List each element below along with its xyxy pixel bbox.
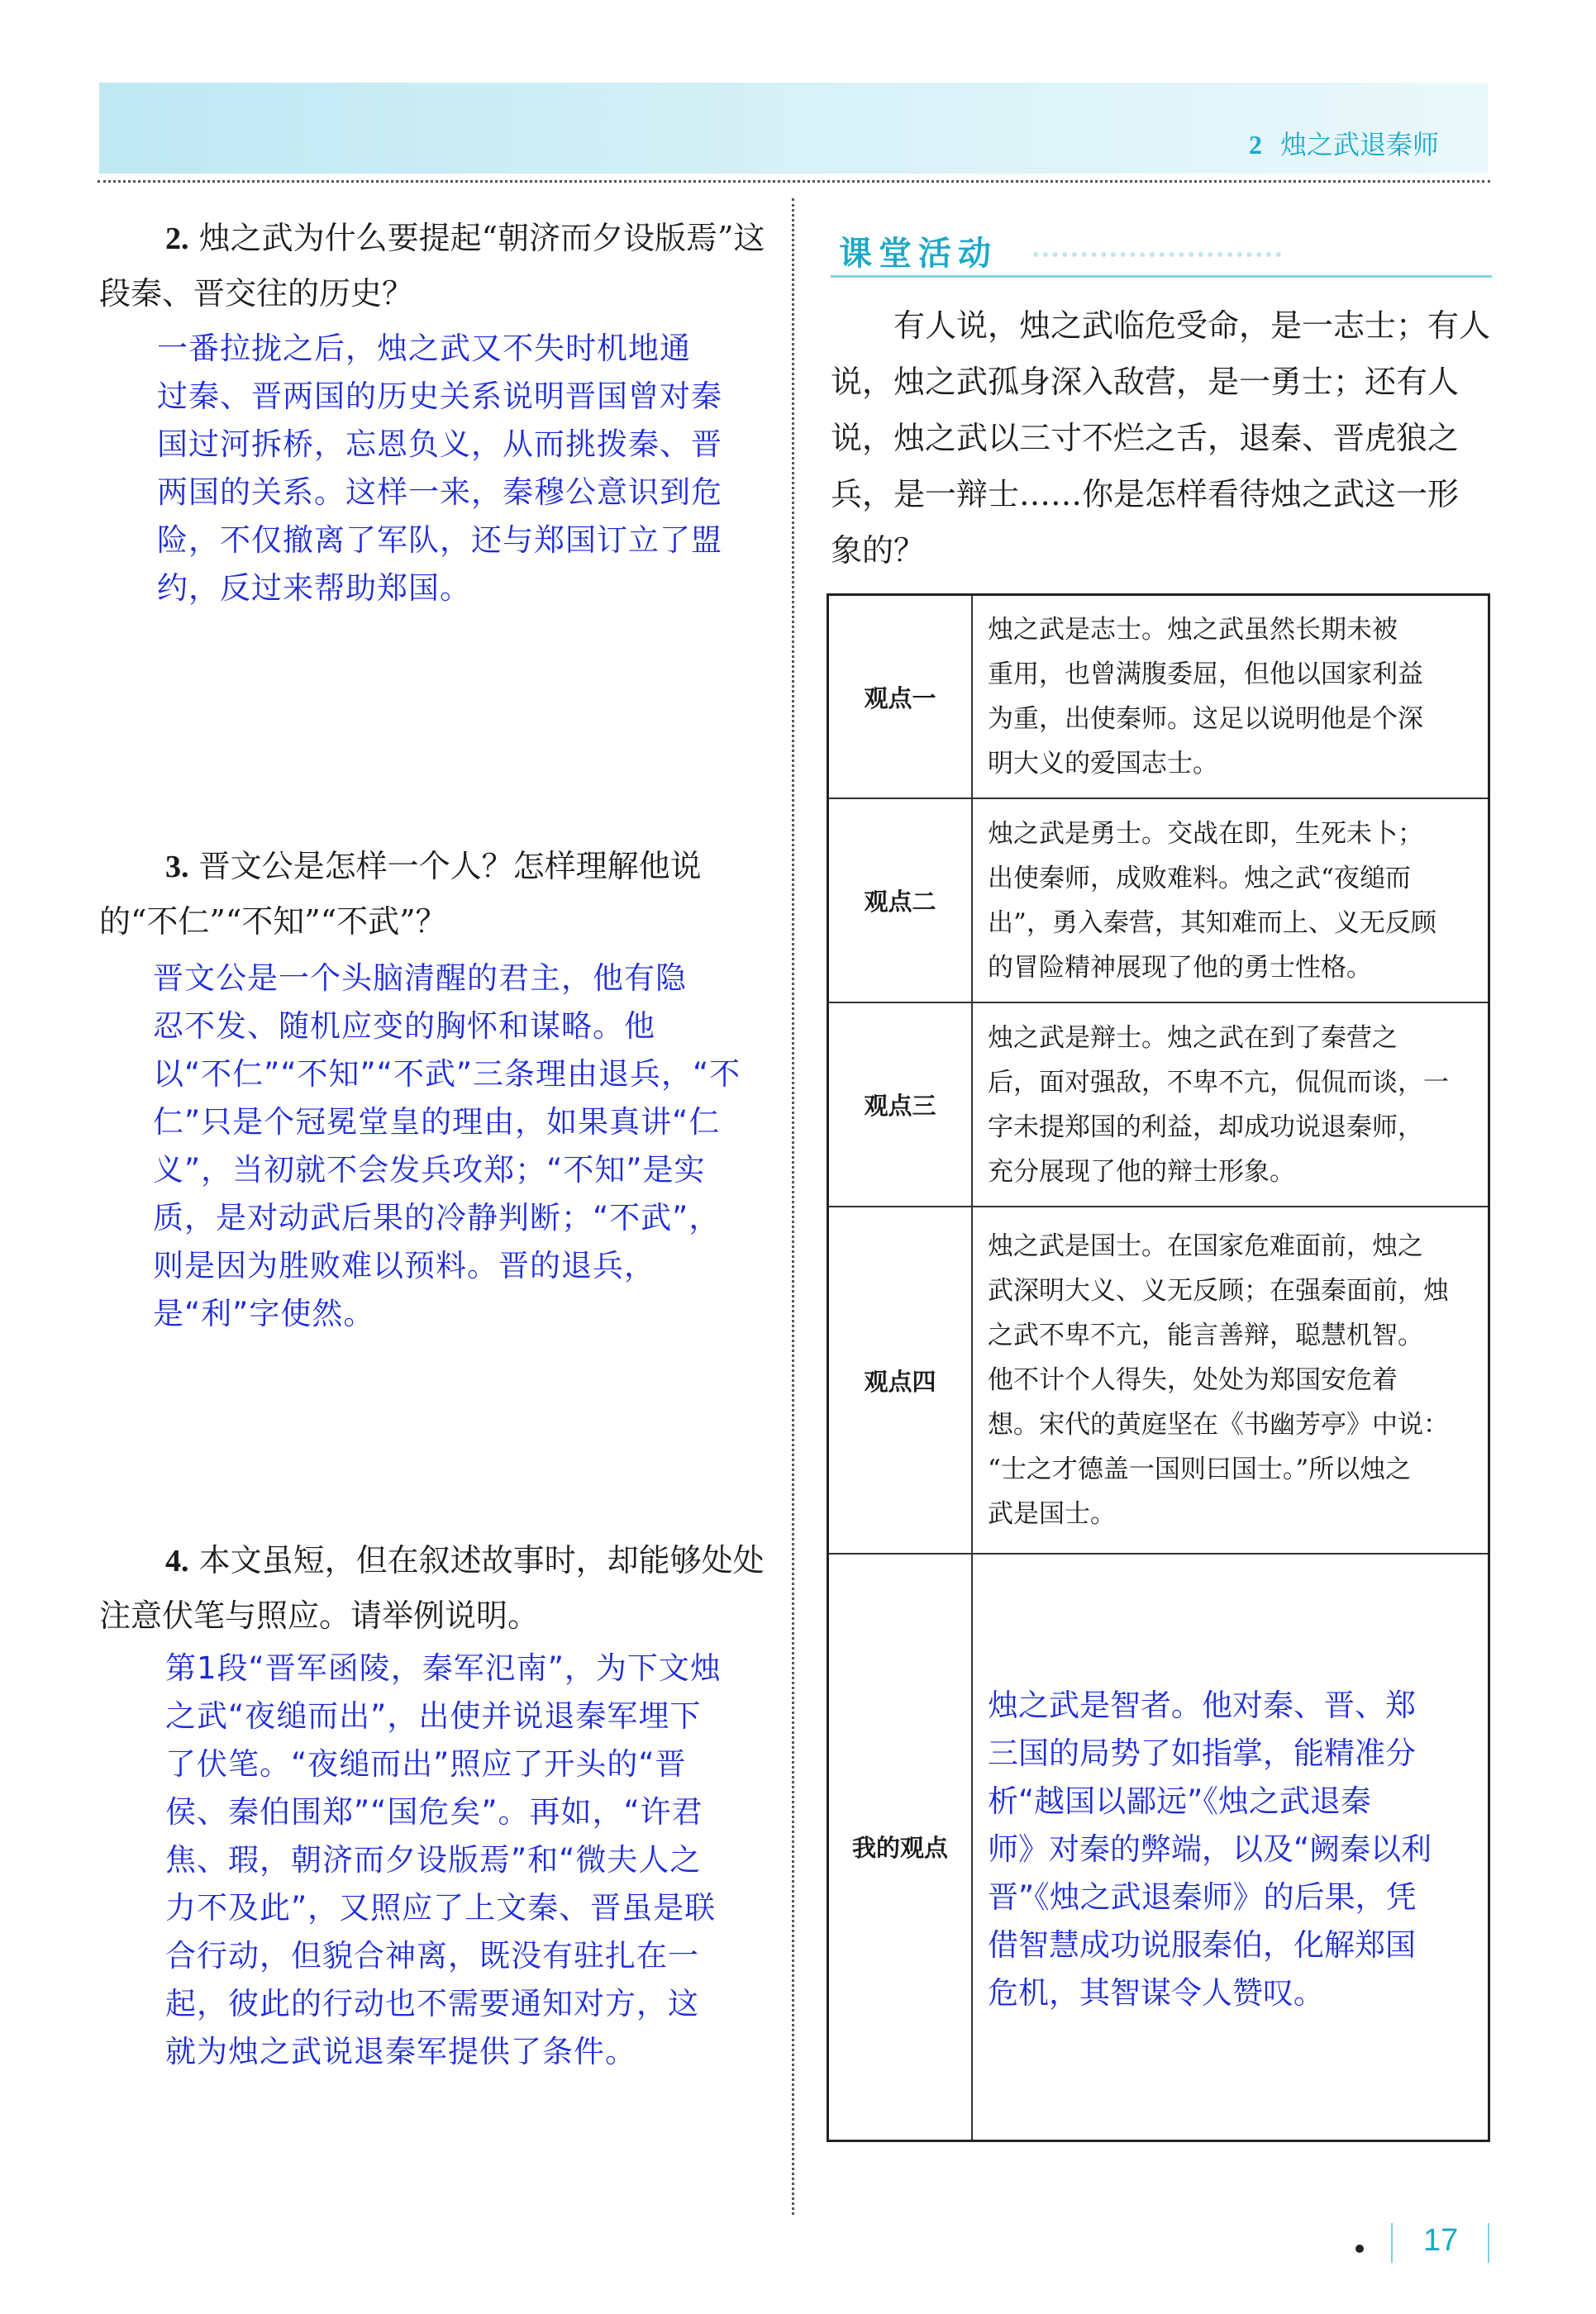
viewpoint-row [828, 595, 1489, 799]
answer-line: 两国的关系。这样一来，秦穆公意识到危 [157, 474, 722, 510]
answer-line: 质，是对动武后果的冷静判断；“不武”， [153, 1200, 721, 1236]
question-number: 4. [165, 1544, 189, 1578]
answer-line: 合行动，但貌合神离，既没有驻扎在一 [165, 1938, 699, 1974]
viewpoint-line: 重用，也曾满腹委屈，但他以国家利益 [988, 659, 1423, 689]
answer-line: 晋文公是一个头脑清醒的君主，他有隐 [153, 960, 687, 996]
lesson-title: 烛之武退秦师 [1279, 129, 1439, 160]
viewpoint-line: 武深明大义、义无反顾；在强秦面前，烛 [988, 1276, 1449, 1306]
activity-intro [831, 298, 1492, 578]
viewpoint-line: 之武不卑不亢，能言善辩，聪慧机智。 [988, 1321, 1423, 1350]
answer-line: 焦、瑕，朝济而夕设版焉”和“微夫人之 [165, 1842, 702, 1878]
viewpoint-label: 观点一 [828, 595, 973, 799]
my-view-line: 晋”《烛之武退秦师》的后果，凭 [988, 1878, 1417, 1915]
my-view-label: 我的观点 [828, 1554, 973, 2140]
answer-line: 就为烛之武说退秦军提供了条件。 [165, 2034, 636, 2069]
intro-line: 象的？ [831, 532, 926, 569]
answer-line: 仁”只是个冠冕堂皇的理由，如果真讲“仁 [153, 1104, 721, 1140]
viewpoint-row [828, 798, 1489, 1002]
intro-line: 有人说，烛之武临危受命，是一志士；有人 [893, 307, 1491, 344]
footer-bar-right [1488, 2223, 1489, 2263]
answer-line: 起，彼此的行动也不需要通知对方，这 [165, 1986, 699, 2021]
viewpoint-line: “士之才德盖一国则曰国士。”所以烛之 [988, 1455, 1412, 1484]
viewpoint-line: 烛之武是国士。在国家危难面前，烛之 [988, 1231, 1423, 1261]
my-view-line: 三国的局势了如指掌，能精准分 [988, 1735, 1416, 1771]
section-title: 课堂活动 [839, 235, 998, 273]
viewpoint-line: 烛之武是辩士。烛之武在到了秦营之 [988, 1022, 1398, 1053]
footer-bar-left [1391, 2223, 1393, 2263]
answer-line: 一番拉拢之后，烛之武又不失时机地通 [157, 331, 691, 366]
viewpoint-line: 他不计个人得失，处处为郑国安危着 [988, 1365, 1398, 1395]
footer-dot [1355, 2245, 1364, 2253]
answer-line: 是“利”字使然。 [153, 1296, 375, 1331]
answer-line: 了伏笔。“夜缒而出”照应了开头的“晋 [165, 1746, 687, 1782]
answer-line: 力不及此”，又照应了上文秦、晋虽是联 [165, 1890, 717, 1926]
my-view-line: 危机，其智谋令人赞叹。 [988, 1974, 1324, 2011]
answer-line: 侯、秦伯围郑”“国危矣”。再如，“许君 [165, 1794, 703, 1830]
answer-line: 第1段“晋军函陵，秦军氾南”，为下文烛 [165, 1650, 722, 1686]
viewpoint-label: 观点二 [828, 798, 973, 1002]
my-view-line: 师》对秦的弊端，以及“阙秦以利 [988, 1831, 1432, 1867]
viewpoint-text [972, 1002, 1489, 1207]
question-text: 本文虽短，但在叙述故事时，却能够处处注意伏笔与照应。请举例说明。 [99, 1542, 765, 1634]
intro-line: 兵，是一辩士……你是怎样看待烛之武这一形 [831, 476, 1460, 512]
my-view-line: 烛之武是智者。他对秦、晋、郑 [988, 1687, 1416, 1723]
lesson-number: 2 [1248, 130, 1262, 160]
section-dots [1033, 252, 1281, 257]
question-text: 晋文公是怎样一个人？怎样理解他说的“不仁”“不知”“不武”？ [99, 848, 702, 940]
column-divider [792, 198, 794, 2215]
answer-line: 险，不仅撤离了军队，还与郑国订立了盟 [157, 522, 722, 558]
answer-line: 国过河拆桥，忘恩负义，从而挑拨秦、晋 [157, 426, 722, 462]
viewpoint-line: 出使秦师，成败难料。烛之武“夜缒而 [988, 863, 1411, 893]
answer-line: 以“不仁”“不知”“不武”三条理由退兵，“不 [153, 1056, 741, 1092]
viewpoint-line: 烛之武是勇士。交战在即，生死未卜； [988, 818, 1423, 849]
question-2 [99, 211, 769, 321]
answer-line: 则是因为胜败难以预料。晋的退兵， [153, 1248, 655, 1283]
viewpoint-row [828, 1002, 1489, 1207]
viewpoint-line: 想。宋代的黄庭坚在《书幽芳亭》中说： [988, 1410, 1449, 1440]
answer-line: 义”，当初就不会发兵攻郑；“不知”是实 [153, 1152, 706, 1188]
section-rule [831, 275, 1492, 278]
viewpoint-line: 武是国士。 [988, 1499, 1116, 1529]
viewpoint-label: 观点三 [828, 1002, 973, 1207]
question-text: 烛之武为什么要提起“朝济而夕设版焉”这段秦、晋交往的历史？ [99, 220, 765, 312]
intro-line: 说，烛之武孤身深入敌营，是一勇士；还有人 [831, 364, 1460, 400]
viewpoint-line: 烛之武是志士。烛之武虽然长期未被 [988, 615, 1398, 645]
answer-4 [165, 1645, 722, 2076]
my-view-answer [972, 1554, 1489, 2140]
viewpoint-line: 为重，出使秦师。这足以说明他是个深 [988, 704, 1423, 734]
viewpoint-line: 出”，勇入秦营，其知难而上、义无反顾 [988, 907, 1436, 938]
answer-line: 约，反过来帮助郑国。 [157, 570, 471, 606]
my-view-row [828, 1554, 1489, 2140]
viewpoint-line: 后，面对强敌，不卑不亢，侃侃而谈，一 [988, 1067, 1449, 1097]
my-view-line: 借智慧成功说服秦伯，化解郑国 [988, 1926, 1416, 1963]
question-number: 3. [165, 850, 189, 884]
page-number: 17 [1423, 2223, 1459, 2258]
viewpoint-text [972, 798, 1489, 1002]
answer-3 [153, 955, 741, 1338]
lesson-header [1249, 124, 1439, 162]
answer-line: 过秦、晋两国的历史关系说明晋国曾对秦 [157, 379, 722, 414]
viewpoints-table [827, 593, 1490, 2142]
my-view-line: 析“越国以鄙远”《烛之武退秦 [988, 1783, 1371, 1819]
viewpoint-line: 充分展现了他的辩士形象。 [988, 1156, 1295, 1187]
viewpoint-text [972, 1207, 1489, 1554]
answer-line: 之武“夜缒而出”，出使并说退秦军埋下 [165, 1698, 702, 1734]
section-header [831, 227, 1492, 282]
question-4 [99, 1533, 769, 1643]
question-number: 2. [165, 221, 189, 256]
viewpoint-line: 明大义的爱国志士。 [988, 749, 1218, 778]
viewpoint-line: 字未提郑国的利益，却成功说退秦师， [988, 1112, 1423, 1142]
viewpoint-line: 的冒险精神展现了他的勇士性格。 [988, 952, 1372, 983]
question-3 [99, 839, 769, 949]
answer-line: 忍不发、随机应变的胸怀和谋略。他 [153, 1008, 655, 1044]
viewpoint-label: 观点四 [828, 1207, 973, 1554]
intro-line: 说，烛之武以三寸不烂之舌，退秦、晋虎狼之 [831, 420, 1460, 456]
viewpoint-text [972, 595, 1489, 799]
header-divider [98, 180, 1490, 183]
answer-2 [157, 325, 722, 612]
viewpoint-row [828, 1207, 1489, 1554]
